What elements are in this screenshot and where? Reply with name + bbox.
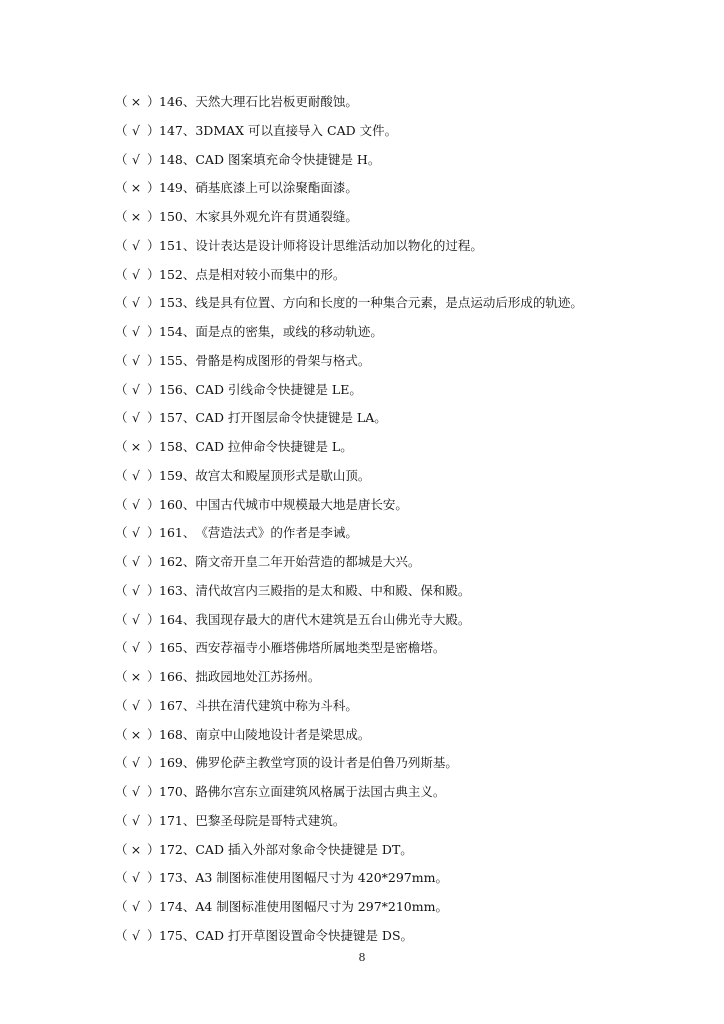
question-item: [115, 725, 715, 754]
answer-paren-open: （: [115, 180, 128, 196]
answer-paren-close: ）: [147, 151, 160, 167]
question-list: [115, 92, 715, 955]
answer-paren-close: ）: [147, 554, 160, 569]
answer-paren-open: （: [115, 870, 128, 886]
check-mark: √: [132, 525, 140, 541]
answer-paren-close: ）: [147, 697, 160, 713]
check-mark: √: [132, 122, 140, 138]
question-text: A3 制图标准使用图幅尺寸为 420*297mm。: [195, 870, 448, 886]
question-text: 西安荐福寺小雁塔佛塔所属地类型是密檐塔。: [195, 640, 446, 656]
question-number: 159、: [159, 467, 196, 483]
answer-paren-close: ）: [147, 755, 160, 771]
check-mark: √: [132, 237, 140, 253]
question-item: [115, 782, 715, 811]
question-number: 157、: [159, 410, 196, 426]
answer-paren-close: ）: [147, 784, 160, 799]
answer-paren-close: ）: [147, 496, 160, 512]
question-number: 173、: [159, 870, 196, 886]
question-item: [115, 322, 715, 351]
question-item: [115, 121, 715, 150]
question-text: CAD 引线命令快捷键是 LE。: [195, 381, 362, 397]
question-item: [115, 437, 715, 466]
question-number: 151、: [159, 237, 196, 253]
check-mark: √: [132, 496, 140, 512]
check-mark: √: [132, 927, 140, 943]
question-item: [115, 753, 715, 782]
check-mark: √: [132, 352, 140, 368]
answer-paren-open: （: [115, 352, 128, 368]
answer-paren-close: ）: [147, 841, 160, 857]
answer-paren-close: ）: [147, 812, 160, 828]
answer-paren-open: （: [115, 669, 128, 684]
question-text: 硝基底漆上可以涂聚酯面漆。: [195, 180, 358, 196]
question-number: 152、: [159, 266, 196, 282]
answer-paren-close: ）: [147, 640, 160, 656]
question-item: [115, 495, 715, 524]
answer-paren-close: ）: [147, 94, 160, 109]
check-mark: √: [132, 467, 140, 483]
answer-paren-open: （: [115, 209, 128, 224]
answer-paren-open: （: [115, 640, 128, 656]
answer-paren-close: ）: [147, 582, 160, 598]
cross-mark: ×: [130, 94, 142, 109]
question-number: 162、: [159, 554, 196, 569]
answer-paren-close: ）: [147, 381, 160, 397]
answer-paren-close: ）: [147, 525, 160, 541]
question-number: 169、: [159, 755, 196, 771]
cross-mark: ×: [130, 841, 142, 857]
question-number: 168、: [159, 726, 196, 742]
answer-paren-open: （: [115, 841, 128, 857]
question-text: CAD 插入外部对象命令快捷键是 DT。: [195, 841, 413, 857]
answer-paren-close: ）: [147, 122, 160, 138]
question-text: 清代故宫内三殿指的是太和殿、中和殿、保和殿。: [195, 582, 471, 598]
check-mark: √: [132, 266, 140, 282]
check-mark: √: [132, 870, 140, 886]
answer-paren-close: ）: [147, 209, 160, 224]
question-text: 故宫太和殿屋顶形式是歇山顶。: [195, 467, 371, 483]
question-item: [115, 150, 715, 179]
answer-paren-open: （: [115, 525, 128, 541]
answer-paren-open: （: [115, 812, 128, 828]
answer-paren-close: ）: [147, 410, 160, 426]
check-mark: √: [132, 582, 140, 598]
question-number: 167、: [159, 697, 196, 713]
question-text: 巴黎圣母院是哥特式建筑。: [195, 812, 346, 828]
question-item: [115, 581, 715, 610]
answer-paren-close: ）: [147, 611, 160, 627]
question-number: 164、: [159, 611, 196, 627]
question-number: 148、: [159, 151, 196, 167]
answer-paren-close: ）: [147, 266, 160, 282]
check-mark: √: [132, 410, 140, 426]
question-text: 木家具外观允许有贯通裂缝。: [195, 209, 358, 224]
question-number: 155、: [159, 352, 196, 368]
answer-paren-open: （: [115, 381, 128, 397]
question-text: CAD 图案填充命令快捷键是 H。: [195, 151, 381, 167]
answer-paren-open: （: [115, 122, 128, 138]
page-number: 8: [358, 951, 366, 964]
question-text: 骨骼是构成图形的骨架与格式。: [195, 352, 371, 368]
answer-paren-open: （: [115, 726, 128, 742]
answer-paren-close: ）: [147, 726, 160, 742]
answer-paren-open: （: [115, 496, 128, 512]
answer-paren-close: ）: [147, 180, 160, 196]
question-item: [115, 696, 715, 725]
answer-paren-close: ）: [147, 899, 160, 914]
question-text: 斗拱在清代建筑中称为斗科。: [195, 697, 358, 713]
question-number: 160、: [159, 496, 196, 512]
answer-paren-close: ）: [147, 927, 160, 943]
answer-paren-open: （: [115, 927, 128, 943]
answer-paren-open: （: [115, 151, 128, 167]
check-mark: √: [132, 812, 140, 828]
question-number: 149、: [159, 180, 196, 196]
question-item: [115, 897, 715, 926]
question-number: 170、: [159, 784, 196, 799]
question-item: [115, 92, 715, 121]
question-item: [115, 236, 715, 265]
check-mark: √: [132, 784, 140, 799]
question-item: [115, 552, 715, 581]
question-text: 我国现存最大的唐代木建筑是五台山佛光寺大殿。: [195, 611, 471, 627]
question-text: 点是相对较小而集中的形。: [195, 266, 346, 282]
question-text: 天然大理石比岩板更耐酸蚀。: [195, 94, 358, 109]
question-number: 175、: [159, 927, 196, 943]
question-text: A4 制图标准使用图幅尺寸为 297*210mm。: [195, 899, 448, 914]
check-mark: √: [132, 611, 140, 627]
question-text: 佛罗伦萨主教堂穹顶的设计者是伯鲁乃列斯基。: [195, 755, 458, 771]
question-item: [115, 380, 715, 409]
question-number: 156、: [159, 381, 196, 397]
check-mark: √: [132, 899, 140, 914]
answer-paren-close: ）: [147, 467, 160, 483]
answer-paren-open: （: [115, 295, 128, 311]
question-text: 隋文帝开皇二年开始营造的都城是大兴。: [195, 554, 421, 569]
question-number: 165、: [159, 640, 196, 656]
question-text: 路佛尔宫东立面建筑风格属于法国古典主义。: [195, 784, 446, 799]
question-item: [115, 868, 715, 897]
question-item: [115, 265, 715, 294]
question-number: 147、: [159, 122, 196, 138]
question-number: 154、: [159, 324, 196, 339]
question-number: 174、: [159, 899, 196, 914]
question-number: 153、: [159, 295, 196, 311]
answer-paren-open: （: [115, 554, 128, 569]
check-mark: √: [132, 151, 140, 167]
question-text: 南京中山陵地设计者是梁思成。: [195, 726, 371, 742]
question-item: [115, 811, 715, 840]
question-item: [115, 840, 715, 869]
answer-paren-close: ）: [147, 669, 160, 684]
answer-paren-open: （: [115, 410, 128, 426]
question-item: [115, 178, 715, 207]
question-number: 158、: [159, 439, 196, 454]
answer-paren-open: （: [115, 237, 128, 253]
check-mark: √: [132, 640, 140, 656]
cross-mark: ×: [130, 180, 142, 196]
question-text: 《营造法式》的作者是李诫。: [195, 525, 358, 541]
answer-paren-close: ）: [147, 237, 160, 253]
answer-paren-open: （: [115, 611, 128, 627]
check-mark: √: [132, 554, 140, 569]
check-mark: √: [132, 697, 140, 713]
question-text: 线是具有位置、方向和长度的一种集合元素，是点运动后形成的轨迹。: [195, 295, 583, 311]
question-text: 面是点的密集，或线的移动轨迹。: [195, 324, 383, 339]
question-text: 设计表达是设计师将设计思维活动加以物化的过程。: [195, 237, 483, 253]
answer-paren-close: ）: [147, 324, 160, 339]
question-number: 171、: [159, 812, 196, 828]
cross-mark: ×: [130, 209, 142, 224]
question-item: [115, 523, 715, 552]
question-item: [115, 667, 715, 696]
question-item: [115, 466, 715, 495]
cross-mark: ×: [130, 726, 142, 742]
question-text: 3DMAX 可以直接导入 CAD 文件。: [195, 122, 398, 138]
question-number: 146、: [159, 94, 196, 109]
question-number: 161、: [159, 525, 196, 541]
question-item: [115, 293, 715, 322]
question-text: CAD 拉伸命令快捷键是 L。: [195, 439, 353, 454]
check-mark: √: [132, 295, 140, 311]
answer-paren-open: （: [115, 899, 128, 914]
question-number: 150、: [159, 209, 196, 224]
question-text: CAD 打开草图设置命令快捷键是 DS。: [195, 927, 414, 943]
question-number: 172、: [159, 841, 196, 857]
answer-paren-open: （: [115, 324, 128, 339]
answer-paren-open: （: [115, 697, 128, 713]
question-item: [115, 638, 715, 667]
cross-mark: ×: [130, 669, 142, 684]
check-mark: √: [132, 755, 140, 771]
answer-paren-close: ）: [147, 870, 160, 886]
question-number: 166、: [159, 669, 196, 684]
question-number: 163、: [159, 582, 196, 598]
answer-paren-close: ）: [147, 352, 160, 368]
answer-paren-open: （: [115, 582, 128, 598]
check-mark: √: [132, 324, 140, 339]
question-text: 中国古代城市中规模最大地是唐长安。: [195, 496, 408, 512]
answer-paren-open: （: [115, 755, 128, 771]
question-item: [115, 207, 715, 236]
check-mark: √: [132, 381, 140, 397]
question-item: [115, 351, 715, 380]
answer-paren-open: （: [115, 784, 128, 799]
answer-paren-close: ）: [147, 439, 160, 454]
cross-mark: ×: [130, 439, 142, 454]
answer-paren-open: （: [115, 266, 128, 282]
question-item: [115, 408, 715, 437]
answer-paren-close: ）: [147, 295, 160, 311]
answer-paren-open: （: [115, 439, 128, 454]
question-item: [115, 610, 715, 639]
answer-paren-open: （: [115, 467, 128, 483]
question-text: 拙政园地处江苏扬州。: [195, 669, 321, 684]
question-text: CAD 打开图层命令快捷键是 LA。: [195, 410, 387, 426]
answer-paren-open: （: [115, 94, 128, 109]
